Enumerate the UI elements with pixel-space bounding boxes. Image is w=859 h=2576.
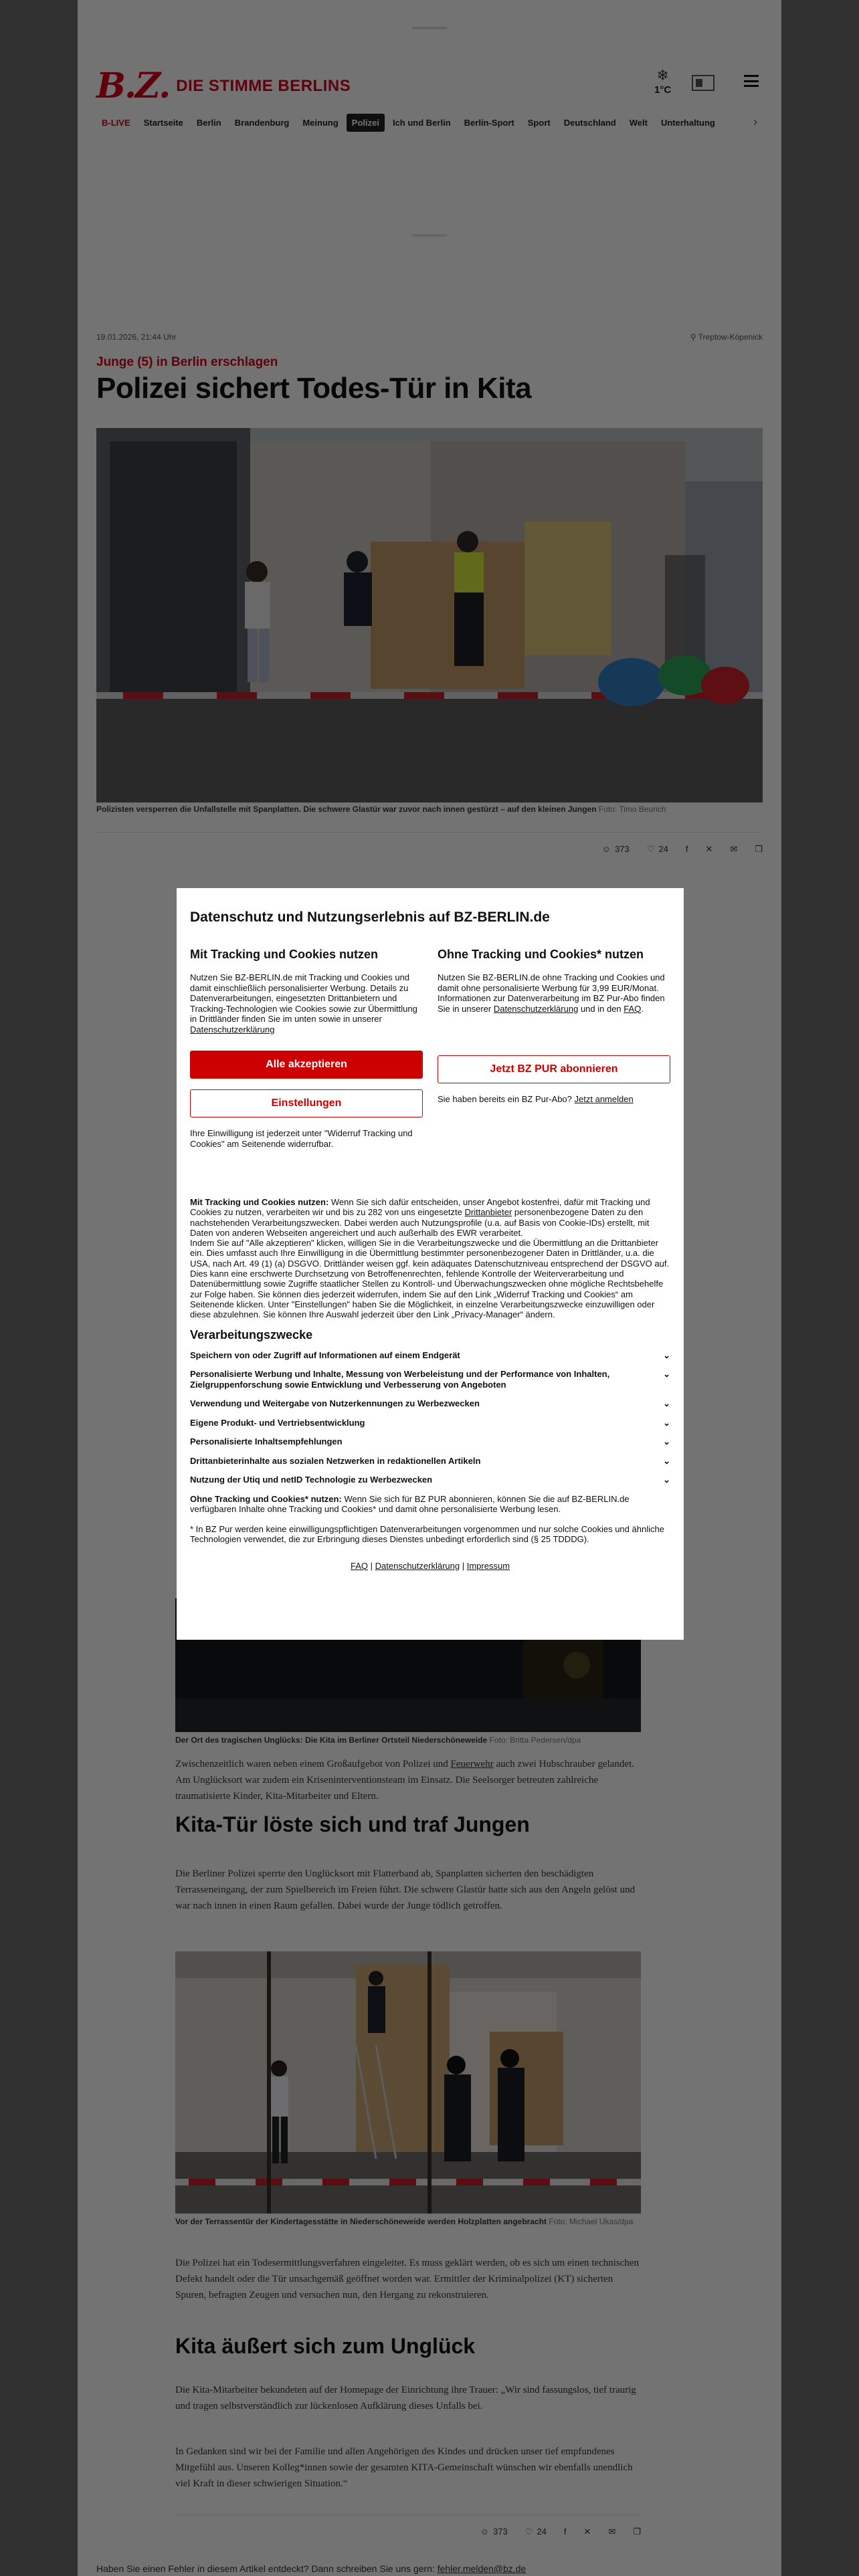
tracking-description-text: Nutzen Sie BZ-BERLIN.de mit Tracking und Cookies und damit einschließlich personalisierter Werbung. Details zu Datenverarbeitungen, eingesetzten Drittanbietern und Tracking-Technologien wie Cookies sowie zur Übermittlung in Drittländer finden Sie im unten sowie in unserer (190, 972, 417, 1024)
consent-options (190, 947, 670, 1149)
consent-dialog (177, 888, 684, 1640)
details-text-1: Wenn Sie sich dafür entscheiden, unser Angebot kostenfrei, dafür mit Tracking und Cookies zu nutzen, verarbeiten wir und bis zu 282 von uns eingesetzte (190, 1197, 650, 1218)
purpose-label: Verwendung und Weitergabe von Nutzerkennungen zu Werbezwecken (190, 1398, 480, 1409)
link-separator: | (370, 1560, 373, 1571)
details-text-3: Indem Sie auf "Alle akzeptieren" klicken, willigen Sie in die Verarbeitungszwecke und die Übermittlung an die Drittanbieter ein. Dies umfasst auch Ihre Einwilligung in die Übermittlung bestimmter personenbezogener Daten in Drittländer, u.a. die USA, nach Art. 49 (1) (a) DSGVO. Drittländer weisen ggf. kein adäquates Datenschutzniveau entsprechend der DSGVO auf. Dies kann eine erschwerte Durchsetzung von Betroffenenrechten, fehlende Kontrolle der Weiterverarbeitung und Datenübermittlung sowie Zugriffe staatlicher Stellen zu Kontroll- und Überwachungszwecken ohne mögliche Rechtsbehelfe zur Folge haben. Sie können dies jederzeit widerrufen, indem Sie auf den Link „Widerruf Tracking und Cookies“ am Seitenende klicken. Unter "Einstellungen" haben Sie die Möglichkeit, in einzelne Verarbeitungszwecke einzuwilligen oder diese abzulehnen. Sie können Ihre Auswahl jederzeit über den Link „Privacy-Manager“ ändern. (190, 1238, 670, 1320)
purpose-item[interactable] (190, 1436, 670, 1447)
revoke-note: Ihre Einwilligung ist jederzeit unter "Widerruf Tracking und Cookies" am Seitenende widerrufbar. (190, 1128, 413, 1149)
purpose-label: Eigene Produkt- und Vertriebsentwicklung (190, 1417, 365, 1428)
chevron-down-icon: ⌄ (663, 1398, 670, 1409)
purpose-item[interactable] (190, 1475, 670, 1485)
chevron-down-icon: ⌄ (663, 1436, 670, 1447)
purpose-label: Drittanbieterinhalte aus sozialen Netzwerken in redaktionellen Artikeln (190, 1455, 481, 1466)
tracking-description (190, 972, 423, 1035)
settings-button[interactable]: Einstellungen (190, 1089, 423, 1117)
pur-privacy-link[interactable]: Datenschutzerklärung (493, 1003, 579, 1014)
chevron-down-icon: ⌄ (663, 1350, 670, 1360)
chevron-down-icon: ⌄ (663, 1455, 670, 1466)
pur-footnote: * In BZ Pur werden keine einwilligungspflichtigen Datenverarbeitungen vorgenommen und nur solche Cookies und ähnliche Technologien verwendet, die zur Erbringung dieses Dienstes unbedingt erforderlich sind (§ 25 TDDDG). (190, 1523, 664, 1545)
chevron-down-icon: ⌄ (663, 1475, 670, 1485)
purpose-item[interactable] (190, 1398, 670, 1409)
purpose-item[interactable] (190, 1350, 670, 1361)
login-note (438, 1094, 670, 1105)
login-note-text: Sie haben bereits ein BZ Pur-Abo? (438, 1094, 572, 1104)
faq-link[interactable]: FAQ (624, 1003, 642, 1014)
pur-summary-heading: Ohne Tracking und Cookies* nutzen: (190, 1493, 342, 1504)
purposes-title: Verarbeitungszwecke (190, 1327, 313, 1341)
pur-description-text: Nutzen Sie BZ-BERLIN.de ohne Tracking und Cookies und damit ohne personalisierte Werbung für 3,99 EUR/Monat. Informationen zur Datenverarbeitung im BZ Pur-Abo finden Sie in unserer (438, 972, 665, 1014)
pur-summary-text: Wenn Sie sich für BZ PUR abonnieren, können Sie die auf BZ-BERLIN.de verfügbaren Inhalte ohne Tracking und Cookies* und damit ohne personalisierte Werbung lesen. (190, 1493, 630, 1515)
footer-imprint-link[interactable]: Impressum (466, 1560, 510, 1571)
accept-all-button[interactable]: Alle akzeptieren (190, 1051, 423, 1079)
subscribe-pur-button[interactable]: Jetzt BZ PUR abonnieren (438, 1055, 670, 1083)
tracking-title: Mit Tracking und Cookies nutzen (190, 948, 379, 961)
purpose-item[interactable] (190, 1369, 670, 1390)
details-text-2: personenbezogene Daten zu den nachstehenden Verarbeitungszwecken. Dabei werden auch Nutzungsprofile (u.a. auf Basis von Cookie-IDs) erstellt, mit Daten von anderen Webseiten angereichert und auch außerhalb des EWR verarbeitet. (190, 1207, 650, 1238)
consent-details (190, 1197, 670, 1320)
consent-option-tracking (190, 947, 423, 1149)
purpose-label: Nutzung der Utiq und netID Technologie zu Werbezwecken (190, 1475, 433, 1485)
purpose-label: Speichern von oder Zugriff auf Informationen auf einem Endgerät (190, 1350, 460, 1360)
link-separator: | (462, 1560, 465, 1571)
footer-privacy-link[interactable]: Datenschutzerklärung (375, 1560, 460, 1571)
pur-summary (190, 1494, 670, 1515)
pur-description: Nutzen Sie BZ-BERLIN.de ohne Tracking und Cookies und damit ohne personalisierte Werbung für 3,99 EUR/Monat. Informationen zur Datenverarbeitung im BZ Pur-Abo finden Sie in unserer Datenschutzerklärung und in den FAQ. (438, 972, 665, 1014)
purpose-item[interactable] (190, 1456, 670, 1467)
footer-faq-link[interactable]: FAQ (350, 1560, 368, 1571)
chevron-down-icon: ⌄ (663, 1369, 670, 1380)
chevron-down-icon: ⌄ (663, 1417, 670, 1428)
consent-footer-links (190, 1561, 670, 1571)
details-heading: Mit Tracking und Cookies nutzen: (190, 1197, 329, 1207)
login-link[interactable]: Jetzt anmelden (574, 1094, 634, 1104)
pur-title: Ohne Tracking und Cookies* nutzen (438, 948, 644, 961)
consent-title: Datenschutz und Nutzungserlebnis auf BZ-BERLIN.de (190, 909, 550, 925)
purpose-label: Personalisierte Werbung und Inhalte, Messung von Werbeleistung und der Performance von Inhalten, Zielgruppenforschung sowie Entwicklung und Verbesserung von Angeboten (190, 1369, 610, 1390)
third-party-link[interactable]: Drittanbieter (464, 1207, 512, 1218)
pur-description-mid: und in den (580, 1003, 622, 1014)
consent-option-pur (438, 947, 670, 1149)
privacy-policy-link[interactable]: Datenschutzerklärung (190, 1024, 275, 1035)
purpose-label: Personalisierte Inhaltsempfehlungen (190, 1436, 343, 1447)
purpose-item[interactable] (190, 1418, 670, 1428)
